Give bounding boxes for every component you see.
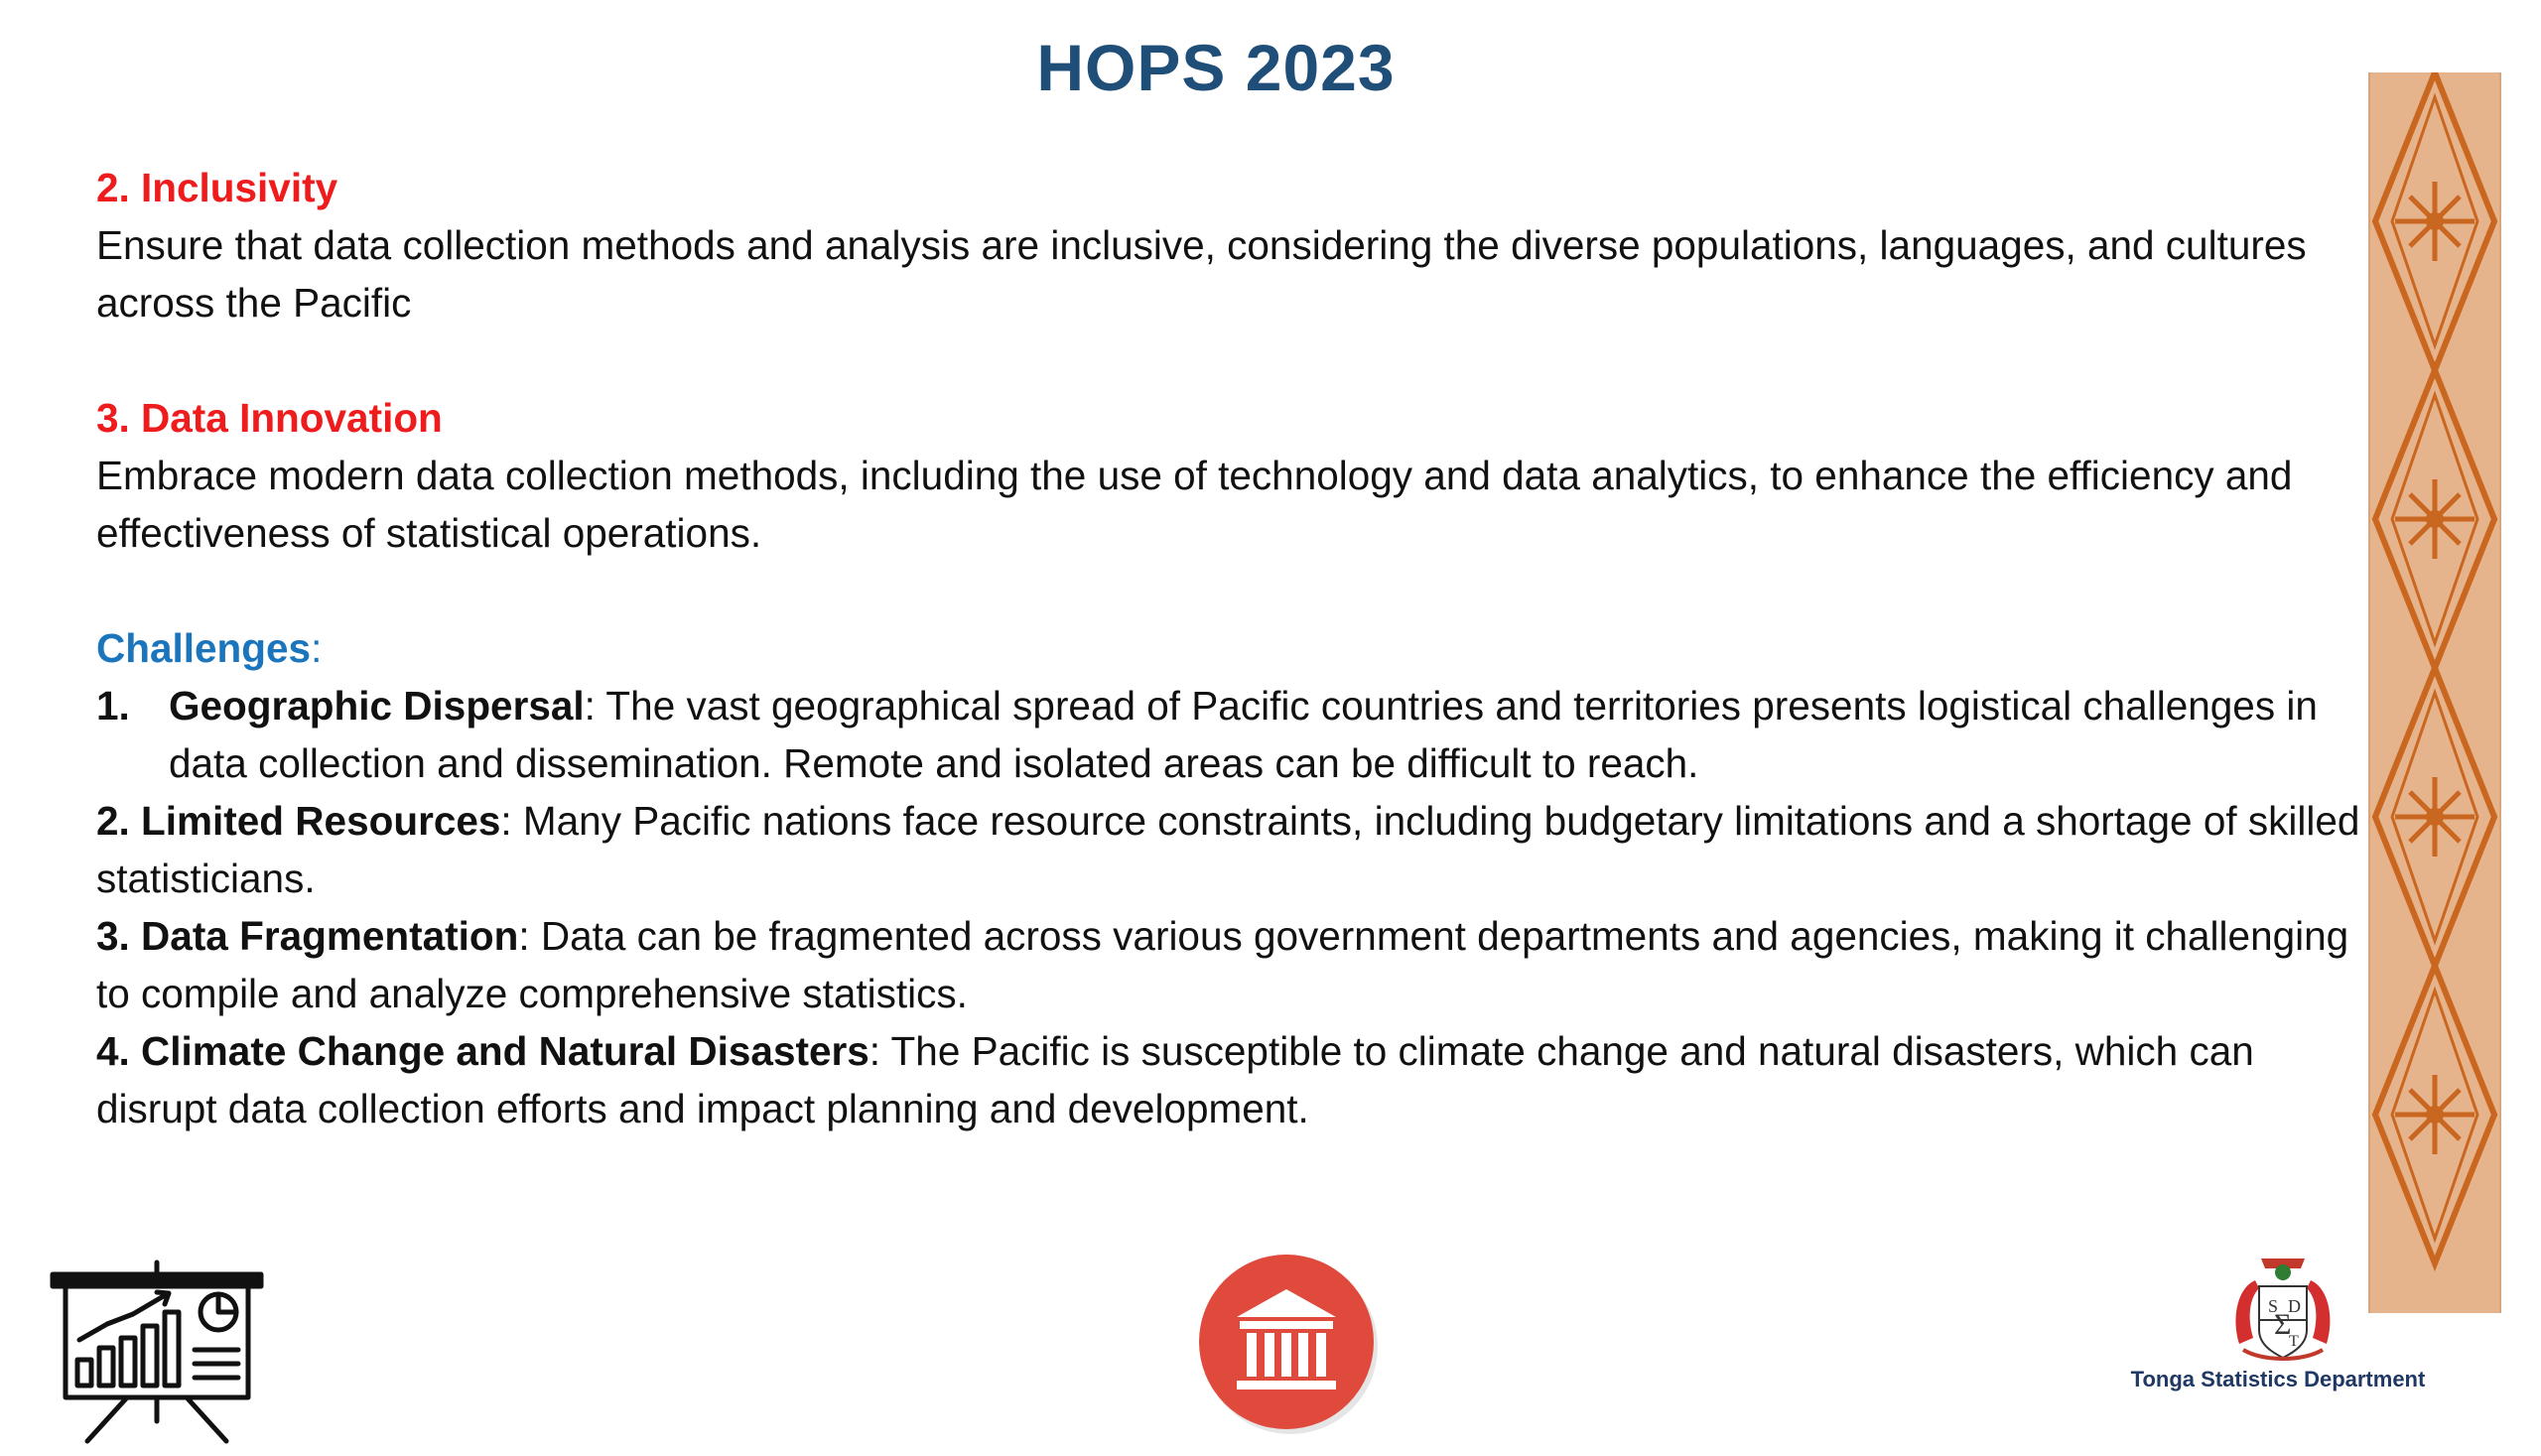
- challenge-item-fragmentation: [96, 907, 2369, 1022]
- challenge-item-climate: [96, 1022, 2369, 1137]
- challenges-heading-label: Challenges: [96, 625, 312, 671]
- tapa-border-decoration: [2368, 72, 2501, 1313]
- challenge-term: Data Fragmentation: [141, 913, 519, 959]
- challenge-text: : The Pacific is susceptible to climate change and natural disasters, which can disrupt data collection efforts and impact planning and development.: [96, 1028, 2254, 1131]
- institution-building-icon: [1192, 1248, 1381, 1436]
- page-title: HOPS 2023: [1036, 31, 1396, 104]
- challenge-number: 1.: [96, 683, 130, 728]
- challenge-number: 3.: [96, 913, 130, 959]
- inclusivity-heading: 2. Inclusivity: [96, 165, 338, 210]
- presentation-chart-icon: [48, 1253, 266, 1451]
- challenge-number: 2.: [96, 798, 130, 844]
- challenge-number: 4.: [96, 1028, 130, 1074]
- logo-caption: Tonga Statistics Department: [2130, 1367, 2426, 1391]
- logo-letter-sigma: Σ: [2274, 1308, 2292, 1341]
- tapa-pattern-icon: [2370, 72, 2499, 1313]
- innovation-body: Embrace modern data collection methods, including the use of technology and data analytics, to enhance the efficiency and effectiveness of statistical operations.: [96, 453, 2293, 556]
- slide-content: [96, 159, 2369, 1137]
- challenge-text: : The vast geographical spread of Pacific countries and territories presents logistical challenges in data collection and dissemination. Remote and isolated areas can be difficult to reach.: [169, 683, 2318, 786]
- challenge-term: Limited Resources: [141, 798, 501, 844]
- challenges-heading: [96, 619, 2369, 677]
- challenge-text: : Many Pacific nations face resource constraints, including budgetary limitations and a shortage of skilled statisticians.: [96, 798, 2360, 901]
- challenge-item-geographic: [96, 677, 2369, 792]
- innovation-heading: 3. Data Innovation: [96, 395, 443, 441]
- challenge-term: Climate Change and Natural Disasters: [141, 1028, 869, 1074]
- logo-letter-t: T: [2289, 1333, 2299, 1350]
- challenge-text: : Data can be fragmented across various government departments and agencies, making it challenging to compile and analyze comprehensive statistics.: [96, 913, 2349, 1016]
- challenge-term: Geographic Dispersal: [169, 683, 585, 728]
- logo-letter-s: S: [2268, 1296, 2279, 1316]
- inclusivity-body: Ensure that data collection methods and analysis are inclusive, considering the diverse populations, languages, and cultures across the Pacific: [96, 222, 2307, 326]
- logo-letter-d: D: [2288, 1296, 2301, 1316]
- challenges-heading-colon: :: [311, 625, 323, 671]
- challenge-item-resources: [96, 792, 2369, 907]
